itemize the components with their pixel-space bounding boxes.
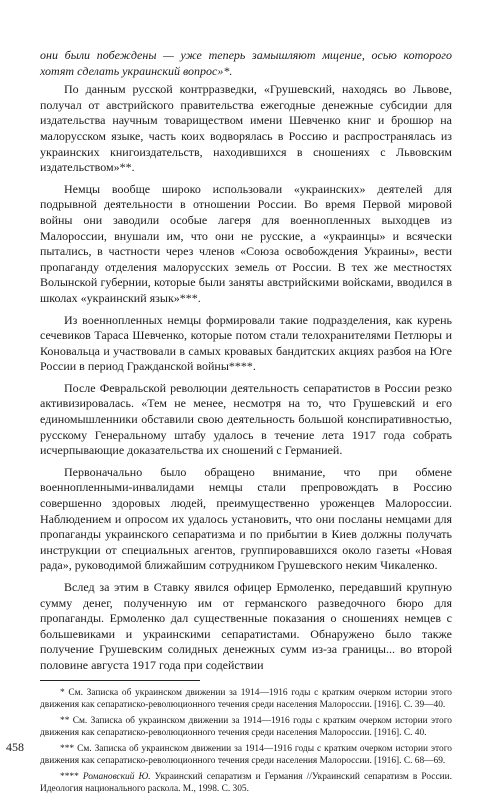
page-number: 458 — [6, 740, 24, 754]
paragraph-3: Немцы вообще широко использовали «украинских» деятелей для подрывной деятельности в отношении России. Во время Первой мировой войны они заводили особые лагеря для военнопленных выходцев из Малороссии, внушали им, что они не русские, а «украинцы» и всячески пытались, в частности через членов «Союза освобождения Украины», вести пропаганду отделения малорусских земель от России. В тех же местностях Волынской губернии, которые были заняты австрийскими войсками, вводился в школах «украинский язык»***. — [40, 181, 452, 305]
footnote-4 — [40, 771, 452, 795]
footnote-2: ** См. Записка об украинском движении за 1914—1916 годы с кратким очерком истории этого движения как сепаратиско-революционного течения среди населения Малороссии. [1916]. С. 40. — [40, 715, 452, 738]
paragraph-2: По данным русской контрразведки, «Грушевский, находясь во Львове, получал от австрийского правительства ежегодные денежные субсидии для издательства научным товариществом имени Шевченко книг и брошюр на малорусском языке, часть коих водворялась в Россию и распространялась из украинских книгоиздательств, находившихся в сношениях с Львовским издательством»**. — [40, 82, 452, 175]
paragraph-6: Первоначально было обращено внимание, что при обмене военнопленными-инвалидами немцы стали препровождать в Россию совершенно здоровых людей, преимущественно уроженцев Малороссии. Наблюдением и опросом их удалось установить, что они посланы немцами для пропаганды украинского сепаратизма и по прибытии в Киев должны получать инструкции от специальных агентов, группировавшихся около газеты «Новая рада», руководимой ближайшим сотрудником Грушевского неким Чикаленко. — [40, 464, 452, 573]
paragraph-4: Из военнопленных немцы формировали такие подразделения, как курень сечевиков Тараса Шевченко, которые потом стали телохранителями Петлюры и Коновальца и участвовали в самых кровавых бандитских акциях разбоя на Юге России в период Гражданской войны****. — [40, 312, 452, 374]
paragraph-5: После Февральской революции деятельность сепаратистов в России резко активизировалась. «Тем не менее, несмотря на то, что Грушевский и его единомышленники обставили свою деятельность большой конспиративностью, русскому Генеральному штабу удалось в течение лета 1917 года собрать исчерпывающие доказательства их сношений с Германией. — [40, 380, 452, 458]
footnote-4-marker: **** — [60, 771, 83, 782]
footnote-4-author: Романовский Ю. — [82, 771, 151, 782]
footnote-3: *** См. Записка об украинском движении за 1914—1916 годы с кратким очерком истории этого движения как сепаратиско-революционного течения среди населения Малороссии. [1916]. С. 68—69. — [40, 743, 452, 766]
footnote-1: * См. Записка об украинском движении за 1914—1916 годы с кратким очерком истории этого движения как сепаратиско-революционного течения среди населения Малороссии. [1916]. С. 39—40. — [40, 687, 452, 710]
paragraph-1: они были побеждены — уже теперь замышляют мщение, осью которого хотят сделать украинский вопрос»*. — [40, 48, 452, 78]
paragraph-7: Вслед за этим в Ставку явился офицер Ермоленко, передавший крупную сумму денег, полученную им от германского разведочного бюро для пропаганды. Ермоленко дал существенные показания о сношениях немцев с большевиками и украинскими сепаратистами. Обнаружено было также получение Грушевским солидных денежных сумм из-за границы... во второй половине августа 1917 года при содействии — [40, 580, 452, 672]
footnote-divider — [40, 680, 200, 681]
footnote-4-text: Украинский сепаратизм и Германия //Украинский сепаратизм в России. Идеология национального раскола. М., 1998. С. 305. — [40, 771, 453, 794]
page-body — [40, 48, 452, 799]
